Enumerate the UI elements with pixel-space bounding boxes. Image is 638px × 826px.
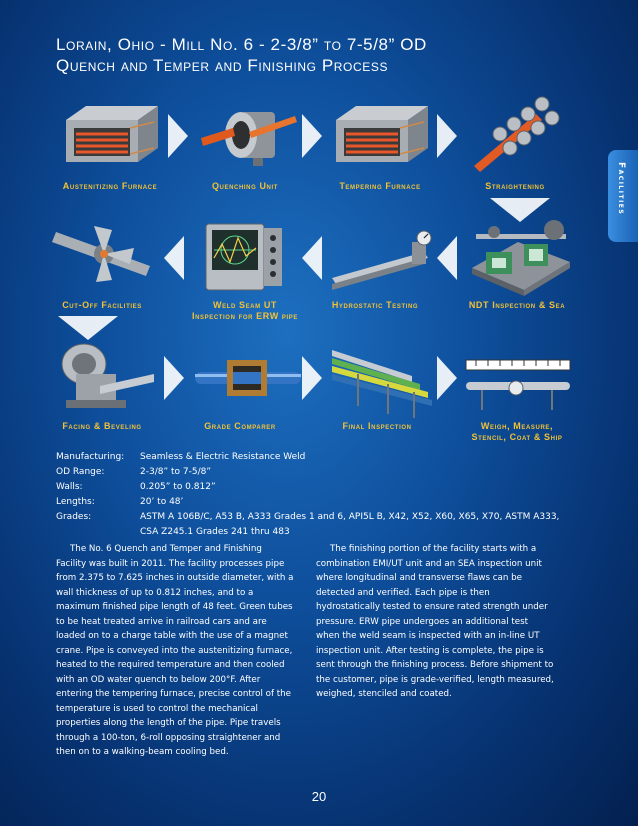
austenitizing-furnace-icon	[58, 98, 168, 178]
spec-key: Grades:	[56, 512, 92, 522]
facing-beveling-icon	[50, 338, 160, 418]
arrow-right-icon	[437, 114, 457, 158]
spec-list	[56, 450, 580, 540]
step-label-ndt: NDT Inspection & Sea	[468, 300, 566, 310]
body-paragraph-right: The finishing portion of the facility starts with a combination EMI/UT unit and an SEA inspection unit where longitudinal and transverse flaws can be detected and verified. Each pipe is then hydrostatically tested to ensure rated strength under pressure. ERW pipe undergoes an additional test when the weld seam is inspected with an in-line UT inspection unit. After testing is complete, the pipe is sent through the finishing process. Before shipment to the customer, pipe is grade-verified, length measured, weighed, stenciled and coated.	[316, 544, 554, 699]
straightening-icon	[466, 94, 576, 174]
arrow-right-icon	[168, 114, 188, 158]
cut-off-icon	[50, 220, 160, 300]
arrow-right-icon	[437, 356, 457, 400]
spec-value: 2-3/8” to 7-5/8”	[140, 467, 211, 477]
spec-row	[56, 450, 580, 465]
spec-key: Lengths:	[56, 497, 95, 507]
arrow-left-icon	[302, 236, 322, 280]
spec-row	[56, 510, 580, 540]
page-number: 20	[311, 789, 327, 804]
spec-key: Walls:	[56, 482, 83, 492]
body-column-left	[56, 542, 294, 760]
quenching-unit-icon	[193, 98, 303, 178]
spec-row	[56, 480, 580, 495]
arrow-right-icon	[302, 356, 322, 400]
spec-row	[56, 465, 580, 480]
spec-key: Manufacturing:	[56, 452, 125, 462]
facilities-tab-label: Facilities	[616, 162, 626, 216]
spec-value: ASTM A 106B/C, A53 B, A333 Grades 1 and 6, API5L B, X42, X52, X60, X65, X70, ASTM A333, CSA Z245.1 Grades 241 thru 483	[140, 512, 560, 537]
spec-value: Seamless & Electric Resistance Weld	[140, 452, 306, 462]
weld-seam-ut-icon	[200, 218, 310, 298]
grade-comparer-icon	[193, 340, 303, 420]
step-label-cut-off: Cut-Off Facilities	[62, 300, 142, 310]
step-label-quenching: Quenching Unit	[211, 181, 279, 191]
arrow-left-icon	[437, 236, 457, 280]
facilities-tab[interactable]	[608, 150, 638, 242]
step-label-austenitizing: Austenitizing Furnace	[62, 181, 158, 191]
step-label-grade-comparer: Grade Comparer	[204, 421, 276, 431]
tempering-furnace-icon	[328, 98, 438, 178]
body-paragraph-left: The No. 6 Quench and Temper and Finishing Facility was built in 2011. The facility processes pipe from 2.375 to 7.625 inches in outside diameter, with a wall thickness of up to 0.812 inches, and to a maximum finished pipe length of 48 feet. Green tubes to be heat treated arrive in railroad cars and are loaded on to a charge table with the use of a magnet crane. Pipe is conveyed into the austenitizing furnace, heated to the required temperature and then cooled with an OD water quench to below 200°F. After entering the tempering furnace, precise control of the temperature is used to control the mechanical properties along the length of the pipe. Pipe travels through a 100-ton, 6-roll opposing straightener and then on to a walking-beam cooling bed.	[56, 544, 294, 757]
hydrostatic-testing-icon	[328, 222, 438, 302]
arrow-right-icon	[302, 114, 322, 158]
title-line-1: Lorain, Ohio - Mill No. 6 - 2-3/8” to 7-5/8” OD	[56, 35, 427, 54]
title-line-2: Quench and Temper and Finishing Process	[56, 56, 389, 75]
spec-value: 20’ to 48’	[140, 497, 184, 507]
weigh-measure-icon	[462, 344, 572, 424]
final-inspection-icon	[328, 340, 438, 420]
spec-row	[56, 495, 580, 510]
ndt-inspection-icon	[466, 218, 576, 298]
body-column-right	[316, 542, 554, 702]
arrow-right-icon	[164, 356, 184, 400]
step-label-weld-seam: Weld Seam UT Inspection for ERW pipe	[192, 300, 298, 321]
arrow-down-icon	[58, 316, 118, 340]
spec-key: OD Range:	[56, 467, 105, 477]
arrow-left-icon	[164, 236, 184, 280]
step-label-weigh: Weigh, Measure, Stencil, Coat & Ship	[471, 421, 563, 442]
page-title	[56, 34, 576, 76]
step-label-facing: Facing & Beveling	[62, 421, 142, 431]
step-label-final-inspection: Final Inspection	[342, 421, 412, 431]
spec-value: 0.205” to 0.812”	[140, 482, 216, 492]
step-label-straightening: Straightening	[485, 181, 545, 191]
step-label-tempering: Tempering Furnace	[339, 181, 421, 191]
step-label-hydrostatic: Hydrostatic Testing	[331, 300, 419, 310]
